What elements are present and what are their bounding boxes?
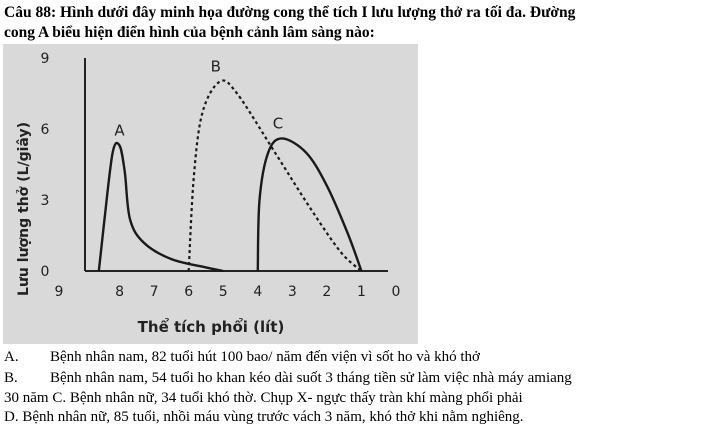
curve-c — [258, 138, 362, 271]
x-tick-label: 0 — [391, 284, 401, 300]
question-line-1: Câu 88: Hình dưới đây minh họa đường cong thể tích I lưu lượng thở ra tối đa. Đường — [4, 4, 576, 21]
curve-label-a: A — [114, 121, 125, 140]
option-a[interactable] — [4, 348, 480, 367]
option-b-text: Bệnh nhân nam, 54 tuổi ho khan kéo dài suốt 3 tháng tiền sử làm việc nhà máy amiang — [50, 370, 572, 386]
x-tick-label: 2 — [322, 284, 332, 300]
flow-volume-figure — [3, 44, 418, 344]
option-a-letter: A. — [4, 349, 19, 365]
y-axis-label: Lưu lượng thở (L/giây) — [16, 122, 32, 296]
question-text — [4, 3, 694, 43]
curve-label-b: B — [210, 57, 221, 76]
y-tick-label: 9 — [40, 51, 50, 67]
option-a-text: Bệnh nhân nam, 82 tuổi hút 100 bao/ năm đến viện vì sốt ho và khó thở — [50, 349, 480, 365]
option-b-letter: B. — [4, 370, 18, 386]
x-axis-label: Thể tích phổi (lít) — [137, 318, 285, 336]
option-b[interactable] — [4, 369, 572, 388]
x-tick-label: 8 — [115, 284, 125, 300]
y-tick-label: 6 — [40, 122, 50, 138]
x-tick-label: 7 — [149, 284, 159, 300]
option-d[interactable] — [4, 408, 524, 427]
flow-volume-chart — [3, 44, 418, 344]
x-tick-label: 4 — [253, 284, 263, 300]
option-b-c-text: 30 năm C. Bệnh nhân nữ, 34 tuổi khó thờ. Chụp X- ngực thấy tràn khí màng phổi phải — [4, 390, 523, 406]
y-tick-label: 3 — [40, 193, 50, 209]
x-tick-label: 9 — [54, 284, 64, 300]
x-tick-label: 1 — [356, 284, 366, 300]
curve-b — [189, 81, 362, 271]
option-b-continued[interactable] — [4, 389, 523, 408]
curve-label-c: C — [272, 114, 284, 133]
curve-a — [99, 143, 223, 271]
option-d-text: D. Bệnh nhân nữ, 85 tuổi, nhồi máu vùng trước vách 3 năm, khó thở khi nằm nghiêng. — [4, 409, 524, 425]
x-tick-label: 6 — [184, 284, 194, 300]
x-tick-label: 5 — [218, 284, 228, 300]
question-line-2: cong A biểu hiện điển hình của bệnh cảnh lâm sàng nào: — [4, 24, 375, 41]
x-tick-label: 3 — [287, 284, 297, 300]
y-tick-label: 0 — [40, 264, 50, 280]
